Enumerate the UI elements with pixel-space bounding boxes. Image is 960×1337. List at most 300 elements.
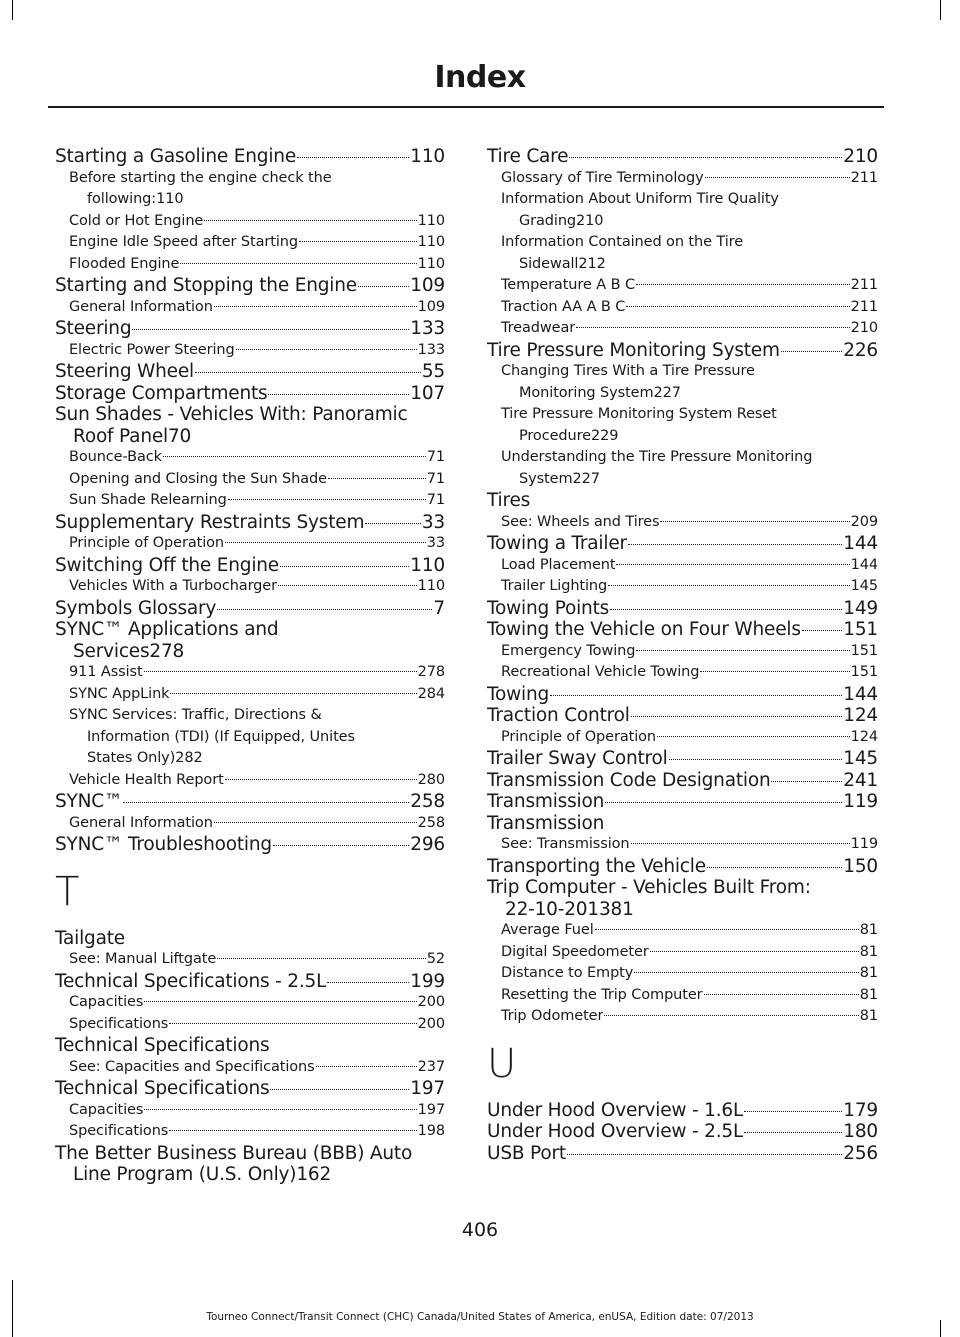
index-entry	[487, 791, 878, 813]
index-entry	[55, 834, 445, 856]
dot-leader	[550, 695, 842, 696]
index-entry	[55, 1078, 445, 1100]
index-entry	[487, 920, 878, 942]
entry-page: 133	[410, 318, 445, 339]
entry-text: Steering	[55, 318, 132, 339]
dot-leader	[144, 1109, 416, 1110]
entry-text-line: Information (TDI) (If Equipped, Unites	[87, 728, 355, 745]
dot-leader	[650, 951, 859, 952]
dot-leader	[299, 241, 417, 242]
dot-leader	[636, 650, 849, 651]
dot-leader	[365, 523, 421, 524]
index-entry	[55, 770, 445, 792]
entry-text: See: Transmission	[501, 836, 630, 852]
dot-leader	[297, 157, 409, 158]
entry-text: Services	[73, 640, 150, 662]
index-entry	[55, 318, 445, 340]
entry-text: Specifications	[69, 1015, 169, 1032]
entry-text: SYNC AppLink	[69, 685, 170, 702]
entry-page: 110	[417, 255, 445, 272]
index-entry	[487, 834, 878, 856]
entry-text: Opening and Closing the Sun Shade	[69, 470, 327, 487]
entry-page: 55	[421, 361, 445, 382]
dot-leader	[802, 630, 843, 631]
entry-text: Distance to Empty	[501, 965, 634, 981]
entry-page: 145	[843, 748, 878, 769]
entry-text: Average Fuel	[501, 922, 594, 938]
dot-leader	[576, 327, 850, 328]
dot-leader	[636, 284, 850, 285]
index-entry: Transmission	[487, 812, 605, 834]
entry-page: 210	[850, 320, 878, 336]
index-entry	[55, 1014, 445, 1036]
index-entry	[487, 189, 878, 232]
entry-text: Towing	[487, 683, 550, 705]
entry-page: 110	[410, 146, 445, 167]
entry-text: Flooded Engine	[69, 255, 180, 272]
entry-text: Emergency Towing	[501, 642, 636, 659]
entry-text-line: Information Contained on the Tire	[501, 234, 744, 250]
index-column-left	[55, 146, 445, 1186]
index-entry	[487, 748, 878, 770]
entry-text: Sun Shade Relearning	[69, 492, 227, 508]
dot-leader	[163, 456, 426, 457]
entry-page: 226	[843, 339, 878, 361]
dot-leader	[123, 802, 409, 803]
index-entry	[487, 297, 878, 319]
entry-page: 211	[850, 298, 878, 315]
entry-page: 109	[410, 275, 445, 296]
dot-leader	[657, 736, 850, 737]
dot-leader	[744, 1111, 842, 1112]
index-entry	[487, 447, 878, 490]
dot-leader	[700, 671, 849, 672]
entry-page: 151	[850, 664, 878, 680]
dot-leader	[707, 867, 842, 868]
index-entry	[487, 512, 878, 534]
entry-page: 119	[843, 791, 878, 812]
header-divider	[48, 106, 884, 108]
index-entry	[55, 383, 445, 405]
entry-text: Digital Speedometer	[501, 943, 649, 960]
index-entry	[55, 490, 445, 512]
entry-text: Treadwear	[501, 320, 576, 336]
entry-text: Trip Odometer	[501, 1008, 604, 1024]
entry-text-line: Before starting the engine check the	[69, 169, 332, 186]
entry-page: 258	[417, 814, 445, 831]
entry-page: 227	[572, 470, 600, 487]
entry-page: 81	[859, 1008, 878, 1024]
dot-leader	[270, 1089, 409, 1090]
index-entry	[487, 146, 878, 168]
index-entry	[487, 275, 878, 297]
dot-leader	[228, 499, 426, 500]
index-entry	[55, 949, 445, 971]
index-entry	[55, 469, 445, 491]
entry-page: 151	[850, 642, 878, 659]
entry-page: 227	[653, 384, 681, 401]
dot-leader	[132, 329, 409, 330]
index-entry	[487, 1006, 878, 1028]
entry-page: 278	[149, 640, 185, 662]
entry-page: 71	[426, 470, 445, 487]
entry-page: 209	[850, 513, 878, 530]
entry-page: 284	[417, 685, 445, 702]
dot-leader	[605, 802, 842, 803]
dot-leader	[225, 542, 426, 543]
index-entry: Tailgate	[55, 927, 125, 949]
entry-page: 180	[843, 1121, 878, 1142]
dot-leader	[225, 779, 417, 780]
entry-page: 211	[850, 277, 878, 293]
entry-page: 212	[578, 255, 606, 272]
index-entry	[487, 598, 878, 620]
entry-text: Trailer Sway Control	[487, 748, 668, 769]
entry-text: See: Wheels and Tires	[501, 513, 660, 530]
entry-page: 110	[410, 554, 445, 576]
entry-text: Capacities	[69, 994, 144, 1010]
dot-leader	[169, 1023, 416, 1024]
index-entry	[487, 856, 878, 878]
entry-text: 22-10-2013	[505, 898, 611, 920]
entry-text: Roof Panel	[73, 425, 168, 447]
index-entry	[487, 318, 878, 340]
dot-leader	[608, 585, 849, 586]
entry-text: Towing the Vehicle on Four Wheels	[487, 619, 801, 640]
dot-leader	[214, 306, 417, 307]
entry-page: 256	[843, 1142, 878, 1164]
dot-leader	[328, 478, 426, 479]
index-entry	[55, 512, 445, 534]
dot-leader	[631, 716, 843, 717]
entry-page: 151	[843, 619, 878, 640]
dot-leader	[327, 982, 409, 983]
entry-text: Technical Specifications	[55, 1078, 270, 1099]
index-entry	[487, 361, 878, 404]
section-letter: U	[487, 1040, 517, 1087]
index-entry	[55, 992, 445, 1014]
entry-text: General Information	[69, 298, 213, 315]
index-entry	[55, 791, 445, 813]
entry-page: 71	[426, 449, 445, 465]
dot-leader	[273, 845, 409, 846]
index-entry	[55, 813, 445, 835]
entry-page: 133	[417, 341, 445, 358]
entry-text: Starting and Stopping the Engine	[55, 275, 357, 296]
entry-text: SYNC™	[55, 791, 123, 812]
index-entry	[487, 533, 878, 555]
dot-leader	[217, 958, 426, 959]
dot-leader	[704, 994, 859, 995]
entry-text: Bounce-Back	[69, 449, 162, 465]
entry-page: 296	[410, 834, 445, 855]
entry-page: 81	[859, 965, 878, 981]
entry-page: 71	[426, 492, 445, 508]
index-entry	[55, 340, 445, 362]
dot-leader	[144, 671, 417, 672]
index-entry	[55, 297, 445, 319]
crop-mark-top-right	[940, 0, 941, 20]
entry-page: 197	[410, 1078, 445, 1099]
entry-text: Towing a Trailer	[487, 533, 627, 554]
entry-text: Capacities	[69, 1101, 144, 1118]
index-entry	[487, 985, 878, 1007]
dot-leader	[569, 157, 842, 158]
entry-text: Electric Power Steering	[69, 341, 235, 358]
entry-page: 211	[850, 169, 878, 186]
dot-leader	[628, 544, 842, 545]
index-entry	[487, 1100, 878, 1122]
entry-text: Transmission	[487, 791, 605, 812]
entry-text-line: SYNC Services: Traffic, Directions &	[69, 707, 322, 723]
index-entry	[55, 447, 445, 469]
entry-page: 70	[167, 425, 192, 447]
entry-page: 144	[850, 556, 878, 573]
dot-leader	[316, 1066, 417, 1067]
dot-leader	[236, 349, 417, 350]
section-letter: T	[55, 868, 80, 915]
entry-text: Under Hood Overview - 1.6L	[487, 1099, 744, 1121]
entry-text: USB Port	[487, 1142, 566, 1164]
entry-text: Cold or Hot Engine	[69, 212, 204, 229]
entry-page: 200	[417, 994, 445, 1010]
entry-page: 110	[156, 191, 184, 207]
entry-text: Load Placement	[501, 556, 616, 573]
dot-leader	[616, 564, 849, 565]
entry-text: Tire Care	[487, 146, 569, 167]
dot-leader	[204, 220, 416, 221]
dot-leader	[669, 759, 843, 760]
index-entry	[55, 684, 445, 706]
index-entry	[487, 662, 878, 684]
entry-text: Temperature A B C	[501, 277, 635, 293]
dot-leader	[771, 781, 842, 782]
entry-text: Specifications	[69, 1123, 169, 1139]
entry-page: 81	[610, 898, 634, 920]
dot-leader	[278, 585, 417, 586]
index-entry	[487, 705, 878, 727]
entry-text-line: Information About Uniform Tire Quality	[501, 191, 779, 207]
entry-text: Symbols Glossary	[55, 597, 217, 619]
dot-leader	[214, 822, 417, 823]
entry-page: 282	[175, 750, 203, 766]
index-entry	[55, 662, 445, 684]
entry-text: Transporting the Vehicle	[487, 855, 706, 877]
index-entry	[55, 146, 445, 168]
entry-text: States Only)	[87, 750, 176, 766]
index-entry	[55, 1100, 445, 1122]
entry-text: Sidewall	[519, 255, 579, 272]
entry-page: 241	[843, 769, 878, 791]
entry-text: Principle of Operation	[69, 535, 224, 551]
index-entry	[55, 555, 445, 577]
entry-page: 81	[859, 922, 878, 938]
index-entry	[55, 598, 445, 620]
entry-text: SYNC™ Troubleshooting	[55, 834, 272, 855]
entry-page: 210	[576, 212, 604, 229]
index-entry: Technical Specifications	[55, 1035, 270, 1056]
entry-text: Monitoring System	[519, 384, 654, 401]
index-entry	[487, 1121, 878, 1143]
entry-page: 162	[296, 1164, 332, 1185]
dot-leader	[358, 286, 409, 287]
entry-page: 107	[410, 382, 445, 404]
entry-page: 198	[417, 1123, 445, 1139]
entry-text: Starting a Gasoline Engine	[55, 146, 297, 167]
index-entry: Tires	[487, 490, 531, 511]
crop-mark-top-left	[12, 0, 13, 20]
index-entry	[55, 619, 445, 662]
dot-leader	[631, 843, 850, 844]
entry-text: See: Manual Liftgate	[69, 951, 217, 967]
index-entry	[55, 211, 445, 233]
dot-leader	[169, 1130, 416, 1131]
entry-text-line: Trip Computer - Vehicles Built From:	[487, 877, 811, 898]
entry-text-line: Sun Shades - Vehicles With: Panoramic	[55, 404, 408, 425]
entry-text: Glossary of Tire Terminology	[501, 169, 704, 186]
index-entry	[55, 275, 445, 297]
entry-page: 237	[417, 1058, 445, 1075]
index-entry	[55, 1057, 445, 1079]
entry-text: Traction Control	[487, 705, 630, 726]
entry-page: 150	[843, 855, 878, 877]
dot-leader	[660, 521, 849, 522]
entry-text: General Information	[69, 814, 213, 831]
index-entry	[487, 963, 878, 985]
entry-text: Vehicle Health Report	[69, 771, 224, 788]
index-entry	[55, 254, 445, 276]
entry-text: Tire Pressure Monitoring System	[487, 339, 780, 361]
dot-leader	[626, 306, 849, 307]
index-column-right	[487, 146, 878, 1164]
entry-page: 199	[410, 970, 445, 992]
entry-page: 200	[417, 1015, 445, 1032]
index-entry	[487, 404, 878, 447]
dot-leader	[634, 972, 859, 973]
index-entry	[487, 877, 878, 920]
entry-text: Traction AA A B C	[501, 298, 626, 315]
entry-page: 81	[859, 986, 878, 1003]
index-entry	[55, 232, 445, 254]
dot-leader	[567, 1154, 842, 1155]
entry-page: 145	[850, 578, 878, 594]
index-entry	[487, 727, 878, 749]
index-entry	[55, 361, 445, 383]
entry-text: Supplementary Restraints System	[55, 511, 365, 533]
dot-leader	[170, 693, 416, 694]
index-entry	[487, 684, 878, 706]
dot-leader	[217, 609, 432, 610]
entry-text: Steering Wheel	[55, 361, 194, 382]
dot-leader	[781, 351, 842, 352]
entry-page: 7	[433, 597, 445, 619]
entry-page: 52	[426, 951, 445, 967]
entry-page: 110	[417, 578, 445, 594]
entry-page: 179	[843, 1099, 878, 1121]
entry-text: Procedure	[519, 427, 591, 444]
entry-text-line: Changing Tires With a Tire Pressure	[501, 363, 755, 379]
entry-text: 911 Assist	[69, 664, 143, 680]
dot-leader	[744, 1132, 842, 1133]
index-entry	[487, 340, 878, 362]
index-entry	[487, 1143, 878, 1165]
entry-text: Recreational Vehicle Towing	[501, 664, 700, 680]
entry-page: 124	[850, 728, 878, 745]
entry-text: See: Capacities and Specifications	[69, 1058, 315, 1075]
index-entry	[487, 942, 878, 964]
index-entry	[487, 576, 878, 598]
index-entry	[55, 576, 445, 598]
index-entry	[487, 232, 878, 275]
entry-text-line: Understanding the Tire Pressure Monitoring	[501, 449, 813, 465]
crop-mark-bottom-left	[12, 1280, 13, 1337]
index-entry	[487, 555, 878, 577]
entry-text: Resetting the Trip Computer	[501, 986, 703, 1003]
page-number: 406	[461, 1219, 499, 1241]
dot-leader	[610, 609, 842, 610]
entry-text: Towing Points	[487, 597, 610, 619]
entry-page: 119	[850, 836, 878, 852]
entry-page: 210	[843, 146, 878, 167]
index-entry	[55, 533, 445, 555]
entry-text: Under Hood Overview - 2.5L	[487, 1121, 744, 1142]
entry-text-line: SYNC™ Applications and	[55, 619, 279, 640]
page-title: Index	[434, 60, 526, 95]
entry-page: 258	[410, 791, 445, 812]
entry-text: Switching Off the Engine	[55, 554, 279, 576]
index-entry	[487, 168, 878, 190]
index-entry	[55, 1143, 445, 1186]
index-entry	[487, 770, 878, 792]
dot-leader	[705, 177, 850, 178]
entry-text: Technical Specifications - 2.5L	[55, 970, 327, 992]
index-entry	[55, 1121, 445, 1143]
entry-page: 278	[417, 664, 445, 680]
entry-page: 124	[843, 705, 878, 726]
entry-page: 33	[426, 535, 445, 551]
entry-text: Trailer Lighting	[501, 578, 608, 594]
entry-page: 110	[417, 234, 445, 250]
entry-text: Transmission Code Designation	[487, 769, 771, 791]
dot-leader	[180, 263, 416, 264]
dot-leader	[144, 1001, 416, 1002]
entry-text: following:	[87, 191, 157, 207]
index-entry	[55, 404, 445, 447]
entry-text: Vehicles With a Turbocharger	[69, 578, 277, 594]
entry-page: 280	[417, 771, 445, 788]
index-entry	[55, 705, 445, 770]
entry-page: 144	[843, 683, 878, 705]
entry-page: 81	[859, 943, 878, 960]
entry-page: 149	[843, 597, 878, 619]
entry-text: Line Program (U.S. Only)	[73, 1164, 297, 1185]
dot-leader	[268, 394, 409, 395]
index-entry	[55, 971, 445, 993]
footer-edition-text: Tourneo Connect/Transit Connect (CHC) Canada/United States of America, enUSA, Edition date: 07/2013	[206, 1311, 754, 1323]
entry-page: 229	[590, 427, 619, 444]
entry-page: 197	[417, 1101, 445, 1118]
entry-text: Grading	[519, 212, 577, 229]
entry-page: 110	[417, 212, 445, 229]
index-entry	[55, 168, 445, 211]
entry-text: Principle of Operation	[501, 728, 656, 745]
index-entry	[487, 619, 878, 641]
entry-page: 109	[417, 298, 445, 315]
entry-page: 33	[421, 511, 445, 533]
entry-text: Storage Compartments	[55, 382, 268, 404]
index-entry	[487, 641, 878, 663]
dot-leader	[280, 566, 409, 567]
